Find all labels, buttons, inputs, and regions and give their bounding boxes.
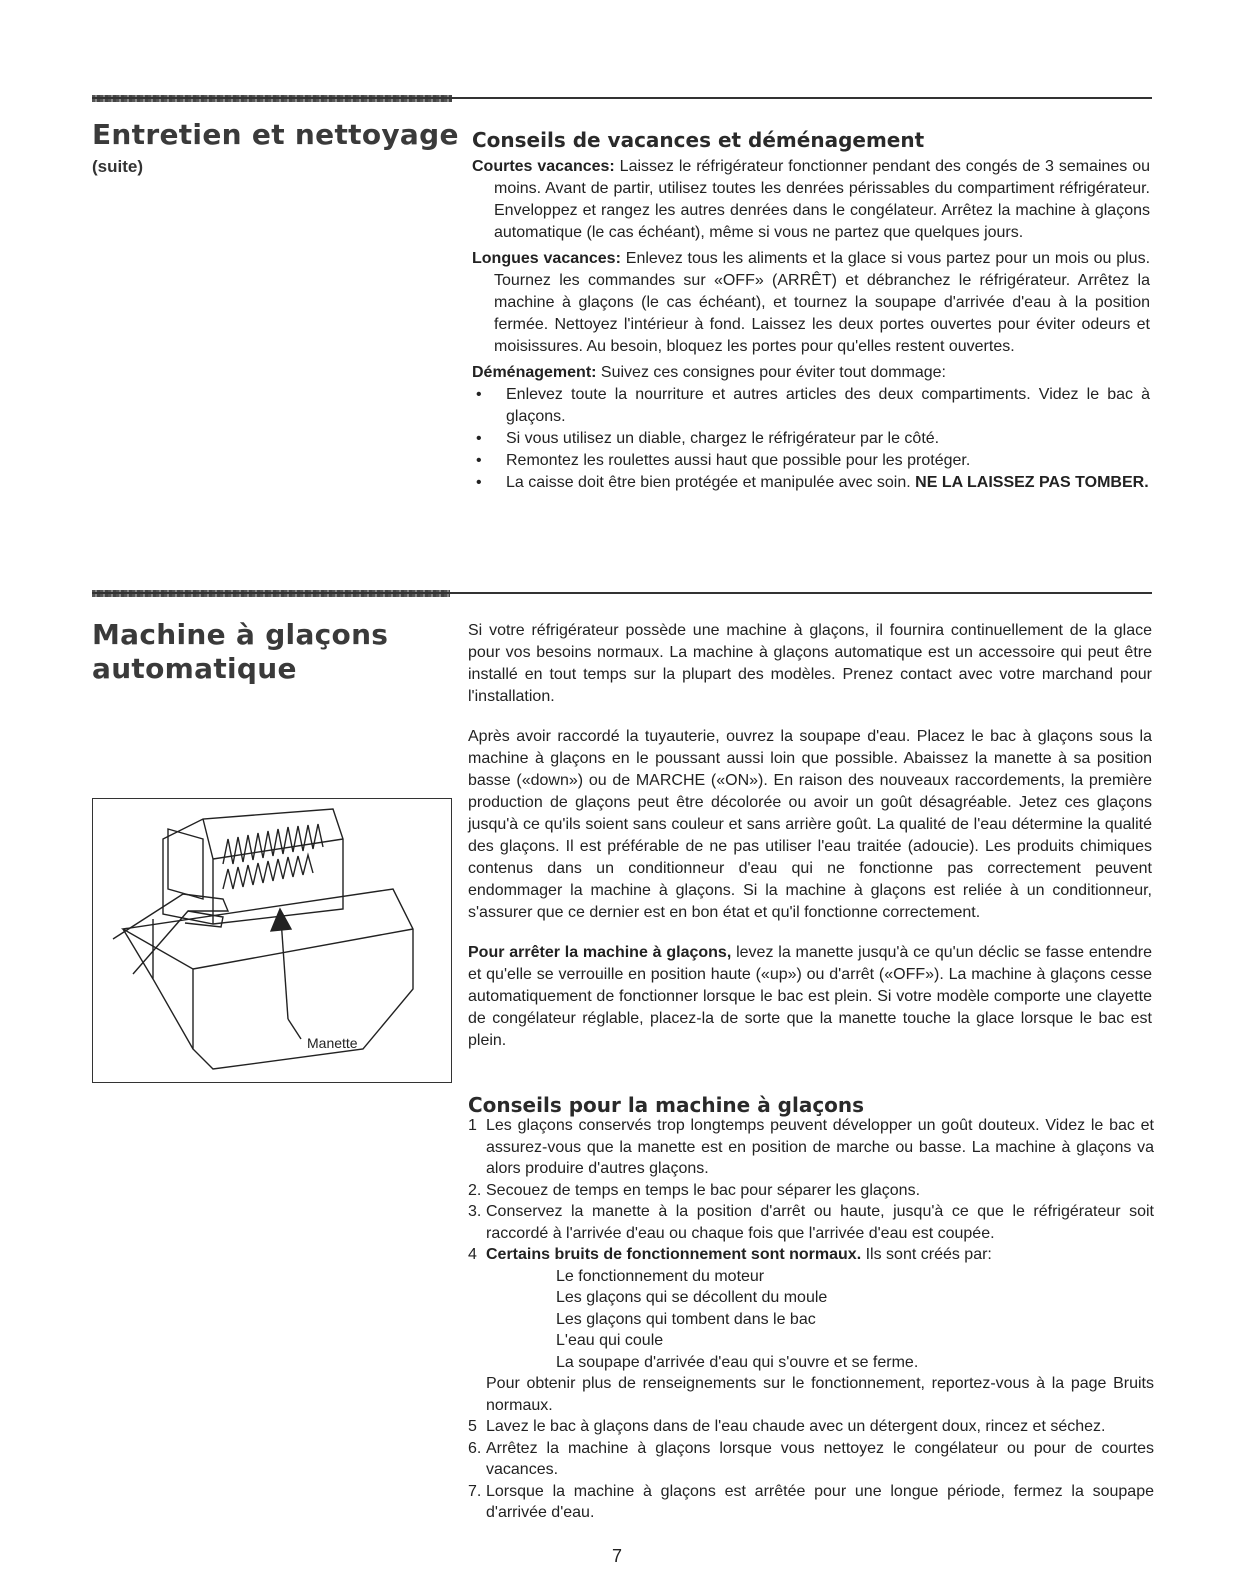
list-item: • Si vous utilisez un diable, chargez le réfrigérateur par le côté. <box>472 428 1150 450</box>
vacation-heading: Conseils de vacances et déménagement <box>472 128 925 152</box>
list-item-text: Lorsque la machine à glaçons est arrêtée pour une longue période, fermez la soupape d'arrivée d'eau. <box>486 1482 1154 1521</box>
list-number: 2. <box>468 1181 482 1199</box>
list-item-text: La caisse doit être bien protégée et manipulée avec soin. <box>506 474 916 491</box>
list-item <box>468 1481 1154 1524</box>
list-item-bold: Certains bruits de fonctionnement sont normaux. <box>486 1246 862 1263</box>
noise-item: Le fonctionnement du moteur <box>556 1267 765 1285</box>
tips-content <box>468 1115 1154 1524</box>
list-item-text: Ils sont créés par: <box>861 1246 992 1263</box>
list-item-text: Les glaçons conservés trop longtemps peuvent développer un goût douteux. Videz le bac et assurez-vous que la manette est en position de marche ou basse. La machine à glaçons va alors produire d'autres glaçons. <box>486 1117 1154 1177</box>
section-title-line: Machine à glaçons <box>92 618 389 651</box>
list-item-text: Secouez de temps en temps le bac pour séparer les glaçons. <box>486 1181 921 1199</box>
noise-item: Les glaçons qui tombent dans le bac <box>556 1310 816 1328</box>
vacation-content <box>472 156 1150 494</box>
list-item <box>468 1115 1154 1180</box>
list-number: 1 <box>468 1117 477 1134</box>
noise-sources-list <box>486 1266 1154 1374</box>
section-title: Entretien et nettoyage <box>92 118 459 151</box>
section-divider-line <box>92 592 1152 594</box>
moving-text: Suivez ces consignes pour éviter tout dommage: <box>596 364 946 381</box>
setup-paragraph: Après avoir raccordé la tuyauterie, ouvrez la soupape d'eau. Placez le bac à glaçons sous la machine à glaçons en le poussant aussi loin que possible. Abaissez la manette à sa position basse («down») ou de MARCHE («ON»). En raison des nouveaux raccordements, la première production de glaçons peut être décolorée ou avoir un goût désagréable. Jetez ces glaçons jusqu'à ce qu'ils soient sans couleur et sans arrière goût. La qualité de l'eau détermine la qualité des glaçons. Il est préférable de ne pas utiliser l'eau traitée (adoucie). Les produits chimiques contenus dans un conditionneur d'eau qui ne fonctionne pas correctement peuvent endommager la machine à glaçons. Si la machine à glaçons est reliée à un conditionneur, s'assurer que ce dernier est en bon état et qu'il fonctionne correctement. <box>468 728 1152 921</box>
short-vacation-paragraph <box>472 156 1150 244</box>
list-number: 7. <box>468 1482 482 1500</box>
stop-text: levez la manette jusqu'à ce qu'un déclic se fasse entendre et qu'elle se verrouille en position haute («up») ou d'arrêt («OFF»). La machine à glaçons cesse automatiquement de fonctionner lorsque le bac est plein. Si votre modèle comporte une clayette de congélateur réglable, placez-la de sorte que la manette touche la glace lorsque le bac est plein. <box>468 944 1153 1049</box>
icemaker-intro <box>468 620 1152 1052</box>
short-vacation-text: Laissez le réfrigérateur fonctionner pendant des congés de 3 semaines ou moins. Avant de partir, utilisez toutes les denrées périssables du compartiment réfrigérateur. Enveloppez et rangez les autres denrées dans le congélateur. Arrêtez la machine à glaçons automatique (le cas échéant), même si vous ne partez que quelques jours. <box>494 158 1151 241</box>
section-title <box>92 618 388 686</box>
tips-heading: Conseils pour la machine à glaçons <box>468 1093 865 1117</box>
section-divider-line <box>92 97 1152 99</box>
intro-paragraph: Si votre réfrigérateur possède une machine à glaçons, il fournira continuellement de la glace pour vos besoins normaux. La machine à glaçons automatique est un accessoire qui peut être installé en tout temps sur la plupart des modèles. Prenez contact avec votre marchand pour l'installation. <box>468 622 1152 705</box>
noise-item: L'eau qui coule <box>556 1332 664 1349</box>
list-number: 5 <box>468 1418 477 1435</box>
list-item: • Enlevez toute la nourriture et autres articles des deux compartiments. Videz le bac à glaçons. <box>472 384 1150 428</box>
long-vacation-label: Longues vacances: <box>472 250 621 267</box>
moving-label: Déménagement: <box>472 364 597 381</box>
long-vacation-paragraph <box>472 248 1150 358</box>
tips-list <box>468 1115 1154 1524</box>
figure-label: Manette <box>307 1035 358 1051</box>
section-title-line: automatique <box>92 652 297 685</box>
list-item <box>468 1244 1154 1416</box>
list-item <box>468 1438 1154 1481</box>
list-number: 6. <box>468 1439 482 1457</box>
page-number: 7 <box>612 1546 623 1566</box>
icemaker-drawing <box>93 799 451 1082</box>
section-subtitle: (suite) <box>92 157 143 176</box>
stop-paragraph <box>468 942 1152 1052</box>
short-vacation-label: Courtes vacances: <box>472 158 615 175</box>
list-item <box>468 1416 1154 1438</box>
stop-label: Pour arrêter la machine à glaçons, <box>468 944 732 961</box>
icemaker-illustration <box>92 798 452 1083</box>
list-item-text: Conservez la manette à la position d'arrêt ou haute, jusqu'à ce que le réfrigérateur soit raccordé à l'arrivée d'eau ou chaque fois que l'arrivée d'eau est coupée. <box>486 1203 1154 1242</box>
moving-bullet-list <box>472 384 1150 494</box>
moving-paragraph <box>472 362 1150 384</box>
list-item: • Remontez les roulettes aussi haut que possible pour les protéger. <box>472 450 1150 472</box>
list-number: 4 <box>468 1246 477 1263</box>
list-item <box>468 1180 1154 1202</box>
warning-text: NE LA LAISSEZ PAS TOMBER. <box>915 474 1149 491</box>
list-item <box>468 1201 1154 1244</box>
list-item-text: Arrêtez la machine à glaçons lorsque vous nettoyez le congélateur ou pour de courtes vacances. <box>486 1439 1154 1478</box>
long-vacation-text: Enlevez tous les aliments et la glace si vous partez pour un mois ou plus. Tournez les commandes sur «OFF» (ARRÊT) et débranchez le réfrigérateur. Arrêtez la machine à glaçons (le cas échéant), et tournez la soupape d'arrivée d'eau à la position fermée. Nettoyez l'intérieur à fond. Laissez les deux portes ouvertes pour éviter odeurs et moisissures. Au besoin, bloquez les portes pour qu'elles restent ouvertes. <box>494 250 1151 355</box>
list-item-note: Pour obtenir plus de renseignements sur le fonctionnement, reportez-vous à la page Bruits normaux. <box>486 1375 1154 1414</box>
list-number: 3. <box>468 1203 482 1220</box>
list-item-text: Lavez le bac à glaçons dans de l'eau chaude avec un détergent doux, rincez et séchez. <box>486 1418 1106 1435</box>
list-item <box>472 472 1150 494</box>
noise-item: Les glaçons qui se décollent du moule <box>556 1289 828 1306</box>
noise-item: La soupape d'arrivée d'eau qui s'ouvre et se ferme. <box>556 1353 919 1371</box>
